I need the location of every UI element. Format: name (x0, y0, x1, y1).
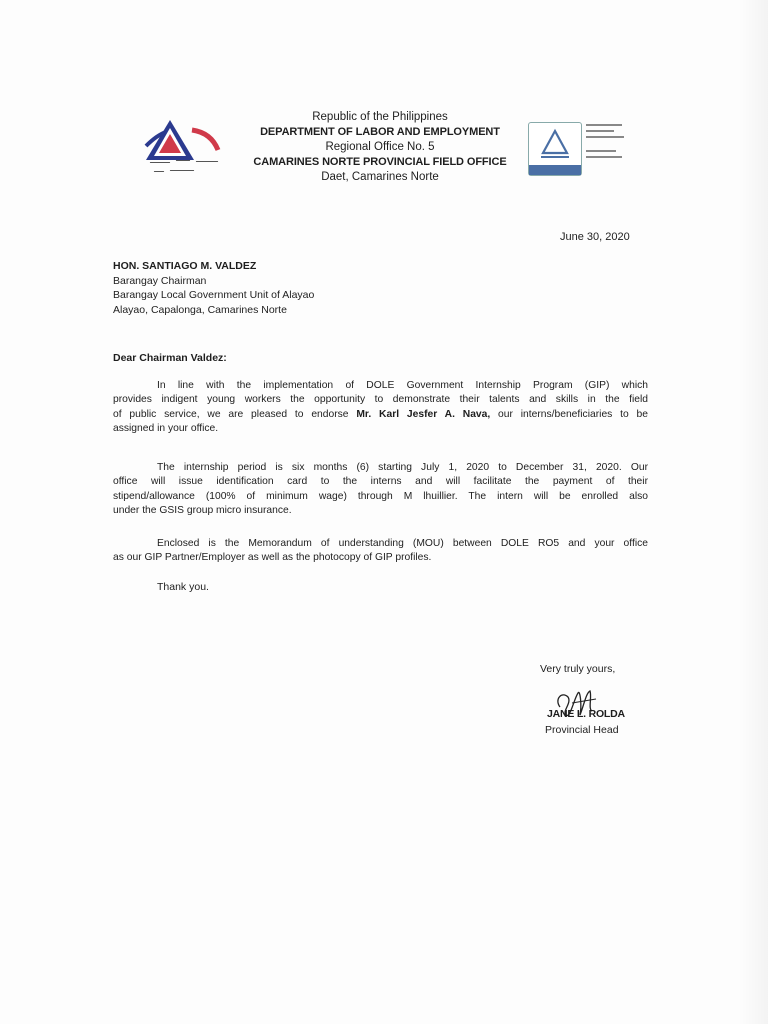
letterhead (240, 110, 520, 185)
recipient-name: HON. SANTIAGO M. VALDEZ (113, 260, 257, 272)
paragraph-line: In line with the implementation of DOLE Government Internship Program (GIP) which (157, 380, 648, 391)
letterhead-office: CAMARINES NORTE PROVINCIAL FIELD OFFICE (253, 156, 507, 168)
complimentary-close: Very truly yours, (540, 663, 616, 675)
paragraph-line: The internship period is six months (6) starting July 1, 2020 to December 31, 2020. Our (157, 462, 648, 473)
page-edge-shadow (738, 0, 768, 1024)
letterhead-location: Daet, Camarines Norte (321, 171, 439, 183)
recipient-block (113, 259, 314, 317)
recipient-position: Barangay Chairman (113, 274, 207, 287)
iso-certification-badge (528, 122, 628, 180)
paragraph-line: stipend/allowance (100% of minimum wage) through M lhuillier. The intern will be enrolled also (113, 490, 648, 502)
paragraph-line: Enclosed is the Memorandum of understanding (MOU) between DOLE RO5 and your office (157, 538, 648, 549)
letterhead-republic: Republic of the Philippines (312, 111, 448, 123)
letterhead-department: DEPARTMENT OF LABOR AND EMPLOYMENT (260, 126, 500, 138)
paragraph-text: our interns/beneficiaries to be (498, 408, 648, 420)
paragraph-enclosure (113, 537, 648, 566)
paragraph-text: of public service, we are pleased to endorse (113, 408, 349, 420)
paragraph-line: under the GSIS group micro insurance. (113, 505, 292, 517)
thank-you: Thank you. (157, 581, 209, 593)
paragraph-line: provides indigent young workers the opportunity to demonstrate their talents and skills in the field (113, 394, 648, 406)
paragraph-line: as our GIP Partner/Employer as well as the photocopy of GIP profiles. (113, 552, 432, 564)
certification-triangle-icon (529, 123, 581, 165)
intern-name: Mr. Karl Jesfer A. Nava, (356, 408, 491, 420)
paragraph-endorsement (113, 379, 648, 437)
dole-logo (140, 118, 232, 182)
paragraph-line: assigned in your office. (113, 423, 219, 435)
recipient-office: Barangay Local Government Unit of Alayao (113, 289, 315, 301)
letterhead-region: Regional Office No. 5 (325, 141, 435, 153)
signatory-title: Provincial Head (545, 724, 619, 736)
signatory-name: JANE L. ROLDA (547, 708, 625, 720)
recipient-address: Alayao, Capalonga, Camarines Norte (113, 303, 287, 316)
paragraph-line (113, 408, 648, 422)
logo-handwritten-mark (140, 158, 232, 182)
paragraph-internship-period (113, 461, 648, 519)
salutation: Dear Chairman Valdez: (113, 352, 227, 364)
paragraph-line: office will issue identification card to the interns and will facilitate the payment of their (113, 476, 648, 488)
letter-date: June 30, 2020 (560, 231, 630, 243)
certification-fine-print (586, 124, 628, 162)
